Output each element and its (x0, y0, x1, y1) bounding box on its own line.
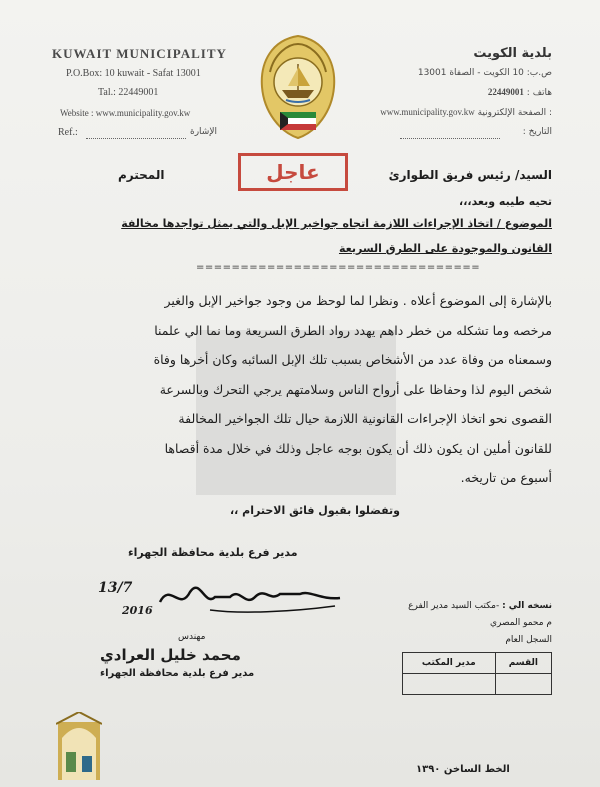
municipality-gate-logo-icon (56, 712, 102, 782)
route-header-section: القسم (495, 653, 551, 674)
signature-title: مدير فرع بلدية محافظة الجهراء (128, 546, 298, 559)
route-cell (495, 674, 551, 695)
ar-web-label: الصفحة الإلكترونية : (477, 108, 552, 118)
letter-body (32, 286, 552, 493)
ar-pobox: ص.ب: 10 الكويت - الصفاة 13001 (417, 68, 552, 78)
ar-date-label: التاريخ : (522, 127, 552, 137)
copies (408, 601, 552, 611)
signature-scribble-icon (150, 572, 350, 622)
ref-ar-label: الإشارة (190, 127, 217, 137)
subject-line-2: القانون والموجودة على الطرق السريعة (338, 242, 552, 255)
ar-org-name: بلدية الكويت (473, 46, 552, 61)
body-line-4: شخص اليوم لذا وحفاظا على أرواح الناس وسلامتهم يرجي التحرك وبالسرعة (159, 381, 552, 397)
date-line (400, 138, 500, 139)
body-line-6: للقانون أملين ان يكون ذلك أن يكون بوجه عاجل وذلك في خلال مدة أقصاها (164, 440, 552, 456)
signature-year: 2016 (122, 604, 153, 617)
body-line-1: بالإشارة إلى الموضوع أعلاه . ونظرا لما لوحظ من وجود جواخير الإبل والغير (164, 293, 552, 308)
honorific: المحترم (118, 168, 165, 182)
copies-label: نسخه الي : (502, 601, 552, 611)
en-website: Website : www.municipality.gov.kw (60, 108, 191, 118)
route-table (402, 652, 552, 695)
separator: ================================ (196, 262, 481, 273)
greeting: تحيه طيبه وبعد،،، (459, 195, 552, 208)
body-line-5: القصوى نحو اتخاذ الإجراءات القانونية اللازمة حيال تلك الجواخير المخالفة (178, 411, 552, 426)
en-ref-label: Ref.: (58, 127, 78, 138)
kuwait-emblem-icon (252, 32, 344, 142)
closing: وتفضلوا بقبول فائق الاحترام ،، (230, 504, 400, 517)
urgent-stamp: عاجل (238, 153, 348, 191)
en-tel: Tal.: 22449001 (98, 87, 159, 98)
copies-line-1: -مكتب السيد مدير الفرع (408, 601, 500, 611)
ar-web-url: www.municipality.gov.kw (380, 107, 475, 117)
route-header-office: مدير المكتب (403, 653, 496, 674)
signatory-name: محمد خليل العرادي (100, 646, 241, 664)
signature-date: 13/7 (98, 580, 133, 596)
route-table-header (403, 653, 552, 674)
hotline: الخط الساخن ١٣٩٠ (416, 764, 510, 775)
ar-tel-number: 22449001 (487, 87, 524, 97)
copies-line-3: السجل العام (505, 635, 552, 645)
copies-line-2: م محمو المصري (489, 618, 552, 628)
engineer-role: مهندس (178, 632, 206, 642)
ar-web (380, 107, 552, 118)
ar-tel (488, 87, 552, 98)
body-line-2: مرخصه وما تشكله من خطر داهم يهدد رواد الطرق السريعة وما نما الي علمنا (154, 322, 552, 338)
en-org-name: KUWAIT MUNICIPALITY (52, 46, 227, 61)
en-pobox: P.O.Box: 10 kuwait - Safat 13001 (66, 68, 201, 79)
body-line-3: وسمعناه من وفاة عدد من الأشخاص بسبب تلك الإبل السائبه وكان أخرها وفاة (153, 352, 552, 367)
route-cell (403, 674, 496, 695)
addressee: السيد/ رئيس فريق الطوارئ (388, 168, 552, 182)
ref-line (86, 138, 186, 139)
signatory-title: مدير فرع بلدية محافظة الجهراء (100, 668, 255, 679)
subject-line-1: الموضوع / اتخاذ الإجراءات اللازمة اتجاه جواخير الإبل والتي يمثل تواجدها مخالفة (121, 217, 552, 230)
body-line-7: أسبوع من تاريخه. (460, 470, 552, 485)
route-table-row (403, 674, 552, 695)
ar-tel-label: هاتف : (526, 88, 552, 98)
